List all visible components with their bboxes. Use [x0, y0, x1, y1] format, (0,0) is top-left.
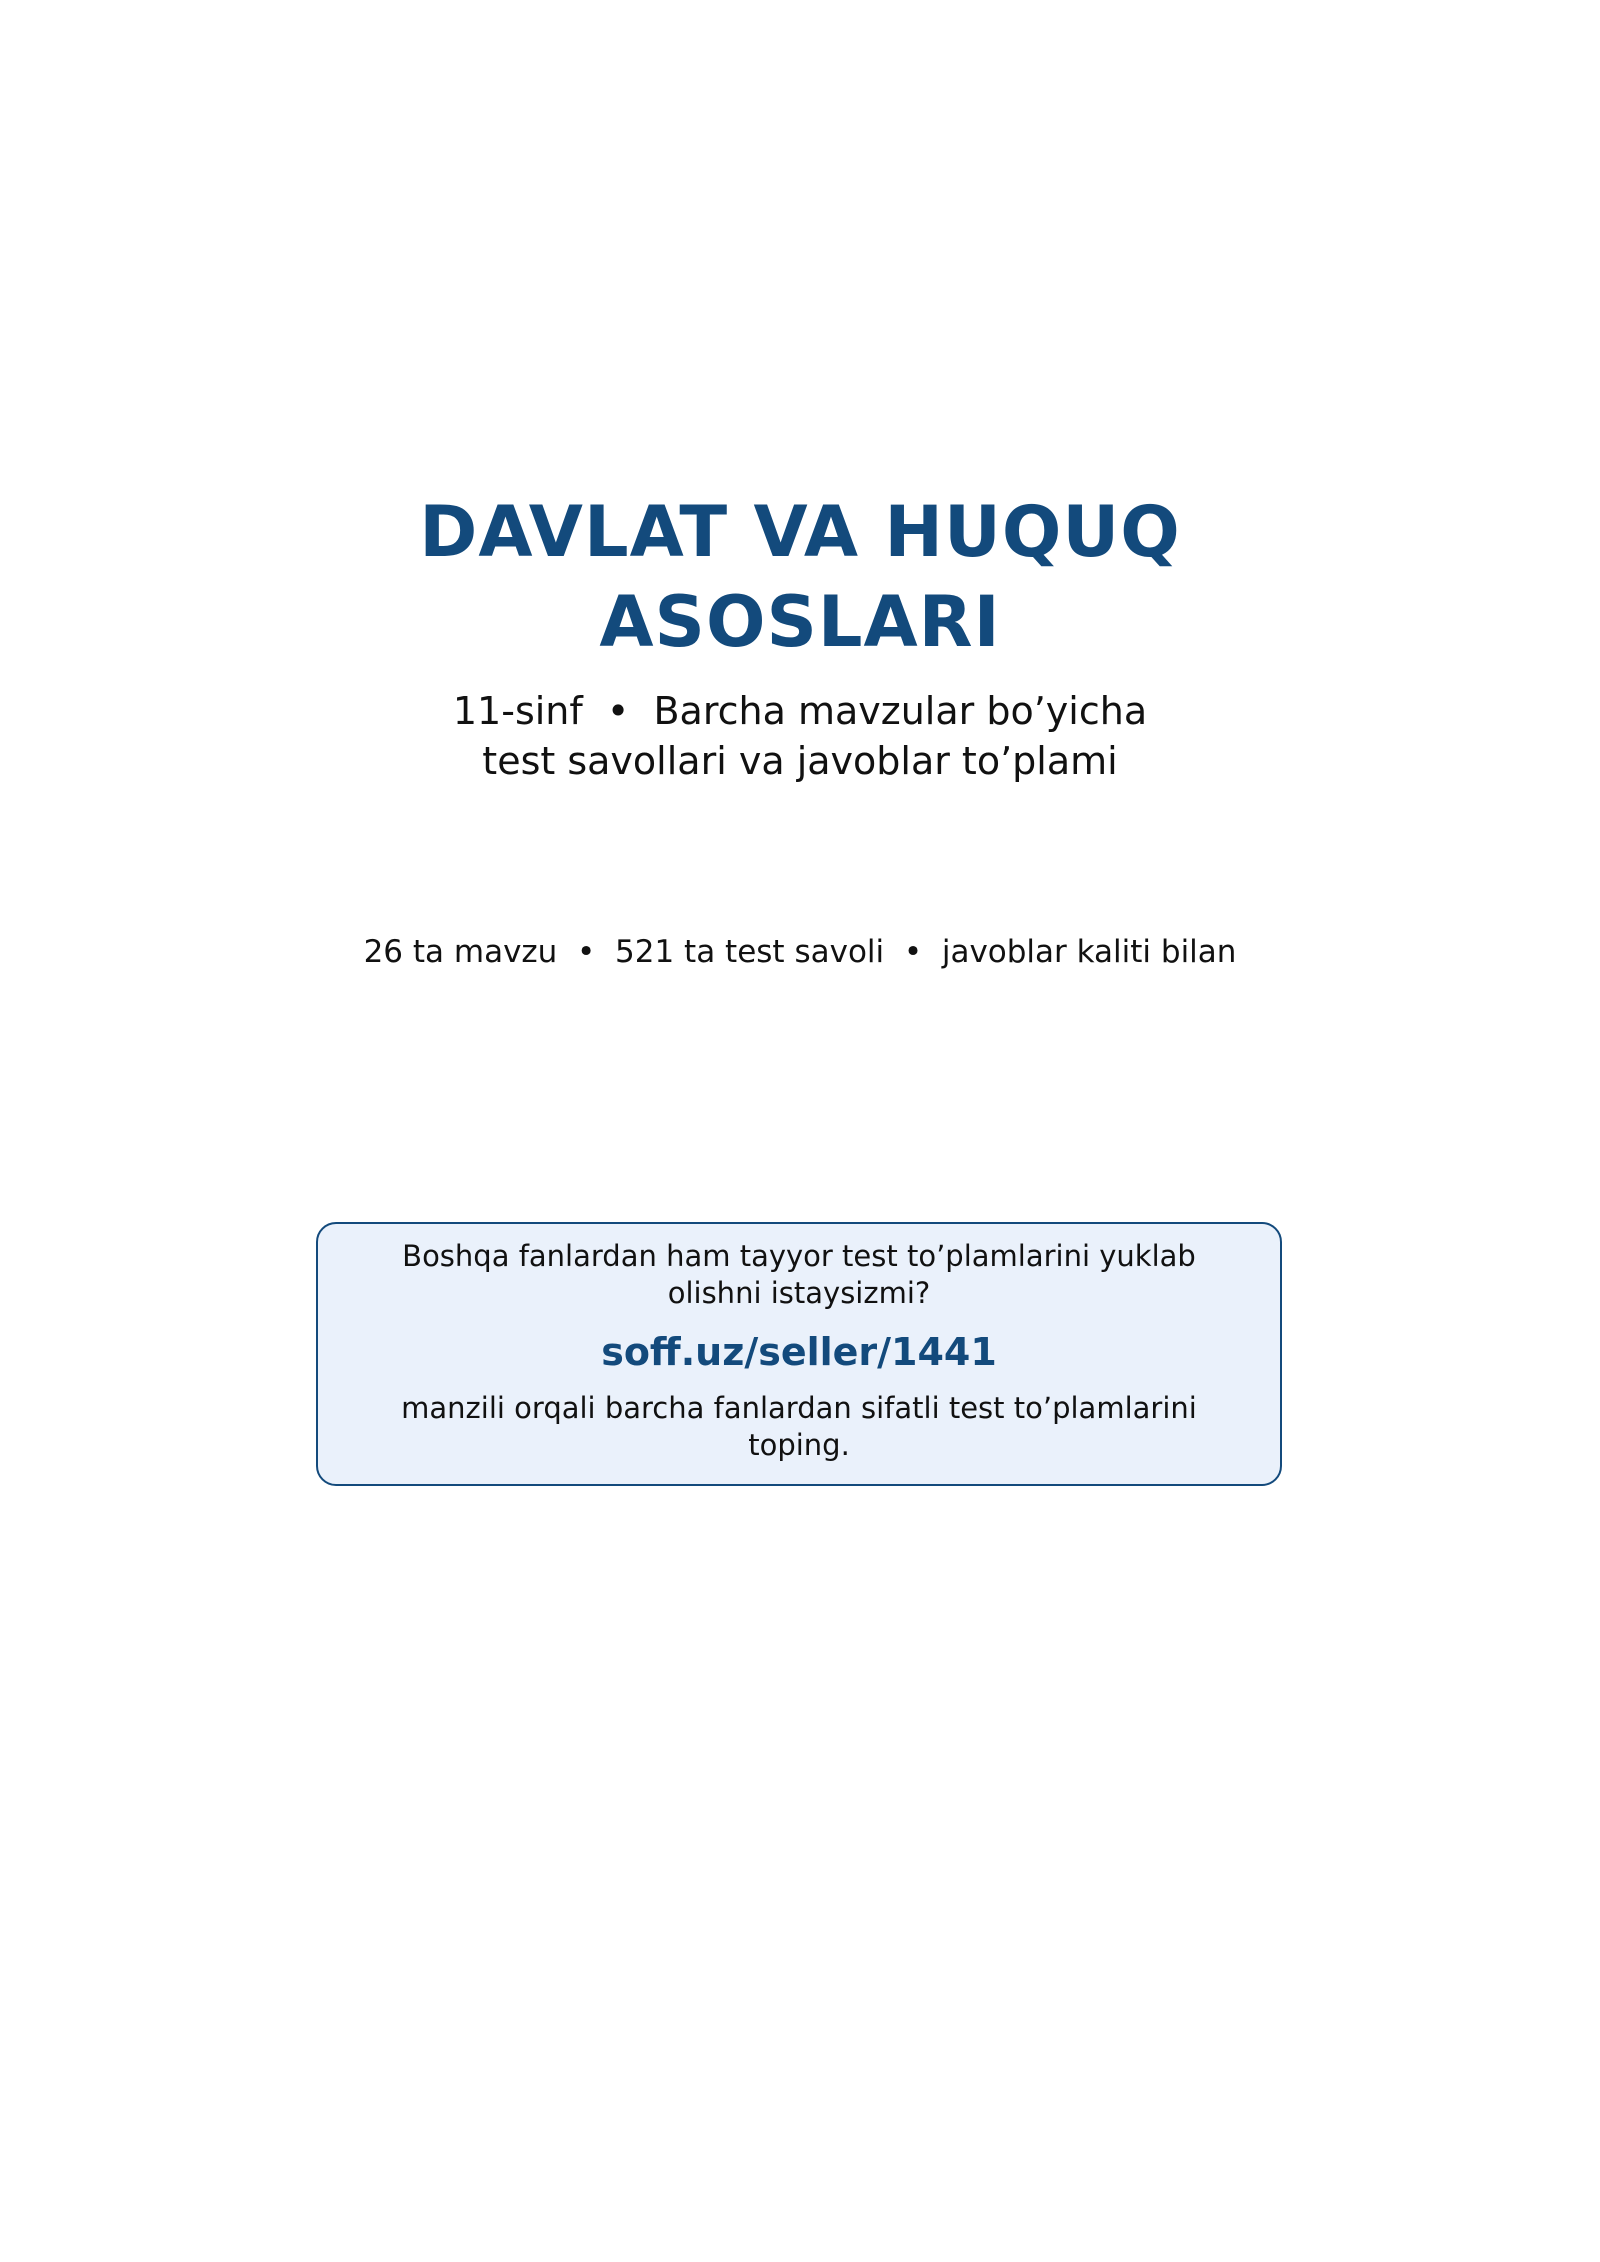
promo-note-line-1: manzili orqali barcha fanlardan sifatli test to’plamlarini	[401, 1391, 1197, 1425]
title-line-1: DAVLAT VA HUQUQ	[419, 490, 1181, 573]
subtitle-line-2: test savollari va javoblar to’plami	[482, 739, 1118, 783]
promo-note-line-2: toping.	[748, 1428, 850, 1462]
document-subtitle	[0, 686, 1600, 786]
title-line-2: ASOSLARI	[599, 580, 1001, 663]
promo-note	[318, 1390, 1280, 1464]
subtitle-line-1: 11-sinf • Barcha mavzular bo’yicha	[452, 689, 1148, 733]
promo-box	[316, 1222, 1282, 1486]
seller-link[interactable]: soff.uz/seller/1441	[601, 1330, 997, 1374]
promo-question-line-2: olishni istaysizmi?	[667, 1276, 931, 1310]
document-title	[0, 487, 1600, 667]
promo-question-line-1: Boshqa fanlardan ham tayyor test to’plamlarini yuklab	[402, 1239, 1196, 1273]
stats-line: 26 ta mavzu • 521 ta test savoli • javoblar kaliti bilan	[363, 934, 1237, 970]
promo-question	[318, 1238, 1280, 1312]
